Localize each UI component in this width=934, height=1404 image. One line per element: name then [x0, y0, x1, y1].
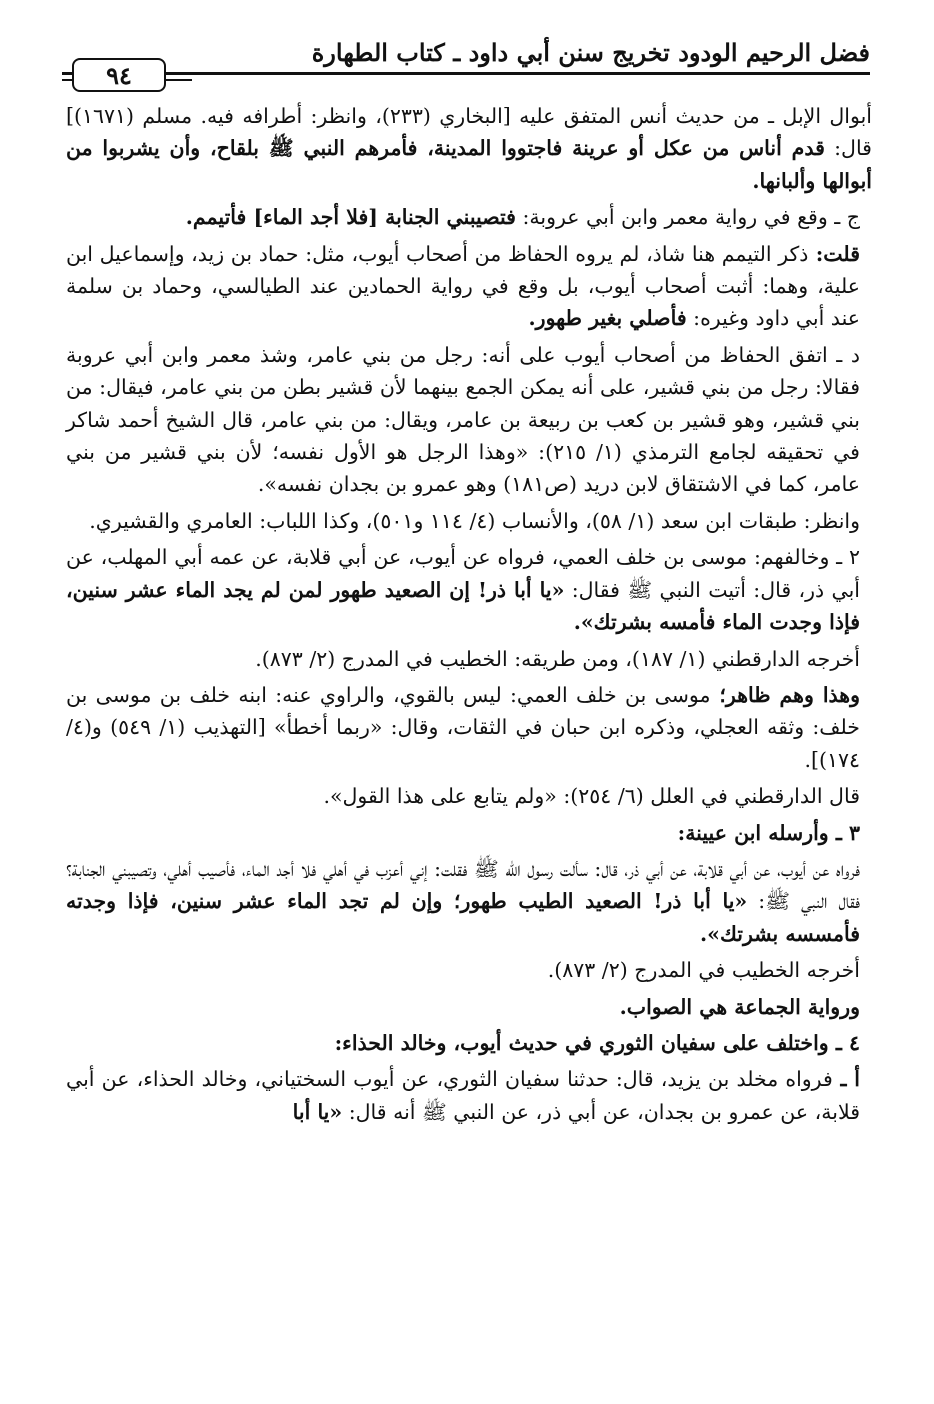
- bold-text: ٤ ـ واختلف على سفيان الثوري في حديث أيوب، وخالد الحذاء:: [334, 1030, 860, 1055]
- paragraph: [66, 100, 872, 197]
- bold-text: أ ـ: [832, 1067, 860, 1092]
- text-run: ذكر التيمم هنا شاذ، لم يروه الحفاظ من أصحاب أيوب، مثل: حماد بن زيد، وإسماعيل ابن علية، وهما: أثبت أصحاب أيوب، بل وقع في رواية الحمادين عند الطيالسي، وحماد بن سلمة عند أبي داود وغيره:: [66, 241, 860, 331]
- paragraph: [66, 505, 872, 537]
- paragraph: [66, 541, 872, 638]
- text-run: ٢ ـ وخالفهم: موسى بن خلف العمي، فرواه عن أيوب، عن أبي قلابة، عن عمه أبي المهلب، عن أبي ذر، قال: أتيت النبي ﷺ فقال:: [66, 545, 861, 602]
- bold-text: وهذا وهم ظاهر؛: [710, 682, 860, 707]
- bold-text: قلت:: [808, 241, 860, 266]
- paragraph: [66, 339, 872, 501]
- text-run: وانظر: طبقات ابن سعد (١/ ٥٨)، والأنساب (٤/ ١١٤ و٥٠١)، وكذا اللباب: العامري والقشيري.: [89, 508, 860, 533]
- text-run: فرواه عن أيوب، عن أبي قلابة، عن أبي ذر، قال: سألت رسول الله ﷺ فقلت: إني أعزب في أهلي فلا أجد الماء، فأصيب أهلي، وتصيبني الجنابة؟ فقال النبي ﷺ:: [66, 856, 860, 914]
- paragraph: [66, 954, 872, 986]
- running-header: [62, 38, 870, 94]
- bold-text: «يا أبا: [292, 1099, 343, 1124]
- bold-text: قدم أناس من عكل أو عرينة فاجتووا المدينة، فأمرهم النبي ﷺ بلقاح، وأن يشربوا من أبوالها وألبانها.: [66, 136, 872, 193]
- text-run: أخرجه الدارقطني (١/ ١٨٧)، ومن طريقه: الخطيب في المدرج (٢/ ٨٧٣).: [255, 646, 860, 671]
- bold-text: فتصيبني الجنابة [فلا أجد الماء] فأتيمم.: [185, 205, 516, 230]
- paragraph: [66, 817, 872, 849]
- paragraph: [66, 238, 872, 335]
- header-rule: [62, 72, 870, 75]
- paragraph: [66, 1063, 872, 1128]
- page-body: [66, 100, 872, 1128]
- bold-text: «يا أبا ذر! الصعيد الطيب طهور؛ وإن لم تجد الماء عشر سنين، فإذا وجدته فأمسسه بشرتك».: [66, 889, 860, 946]
- text-run: د ـ اتفق الحفاظ من أصحاب أيوب على أنه: رجل من بني عامر، وشذ معمر وابن أبي عروبة فقالا: رجل من بني قشير، على أنه يمكن الجمع بينهما لأن قشير بطن من بني عامر، فيقال: من بني قشير، وهو قشير بن كعب بن ربيعة بن عامر، ويقال: من بني عامر، قال الشيخ أحمد شاكر في تحقيقه لجامع الترمذي (١/ ٢١٥): «وهذا الرجل هو الأول نفسه؛ لأن بني قشير من بني عامر، كما في الاشتقاق لابن دريد (ص١٨١) وهو عمرو بن بجدان نفسه».: [66, 342, 860, 497]
- paragraph: [66, 643, 872, 675]
- bold-text: «يا أبا ذر! إن الصعيد طهور لمن لم يجد الماء عشر سنين، فإذا وجدت الماء فأمسه بشرتك».: [66, 577, 860, 635]
- page-number: ٩٤: [72, 58, 166, 92]
- bold-text: فأصلي بغير طهور.: [528, 306, 687, 331]
- text-run: فرواه مخلد بن يزيد، قال: حدثنا سفيان الثوري، عن أيوب السختياني، وخالد الحذاء، عن أبي قلابة، عن عمرو بن بجدان، عن أبي ذر، عن النبي ﷺ أنه قال:: [66, 1067, 860, 1124]
- running-title: فضل الرحيم الودود تخريج سنن أبي داود ـ كتاب الطهارة: [311, 38, 870, 67]
- bold-text: ورواية الجماعة هي الصواب.: [619, 994, 860, 1019]
- paragraph: [66, 201, 872, 233]
- text-run: أخرجه الخطيب في المدرج (٢/ ٨٧٣).: [547, 958, 860, 983]
- paragraph: [66, 780, 872, 812]
- text-run: موسى بن خلف العمي: ليس بالقوي، والراوي عنه: ابنه خلف بن موسى بن خلف: وثقه العجلي، وذكره ابن حبان في الثقات، وقال: «ربما أخطأ» [التهذيب (١/ ٥٤٩) و(٤/ ١٧٤)].: [66, 682, 860, 772]
- paragraph: [66, 853, 872, 950]
- paragraph: [66, 679, 872, 776]
- text-run: ج ـ وقع في رواية معمر وابن أبي عروبة:: [515, 205, 860, 230]
- text-run: أبوال الإبل ـ من حديث أنس المتفق عليه [البخاري (٢٣٣)، وانظر: أطرافه فيه. مسلم (١٦٧١)] قال:: [66, 104, 872, 161]
- paragraph: [66, 1027, 872, 1059]
- text-run: قال الدارقطني في العلل (٦/ ٢٥٤): «ولم يتابع على هذا القول».: [323, 784, 860, 809]
- paragraph: [66, 991, 872, 1023]
- bold-text: ٣ ـ وأرسله ابن عيينة:: [677, 820, 860, 845]
